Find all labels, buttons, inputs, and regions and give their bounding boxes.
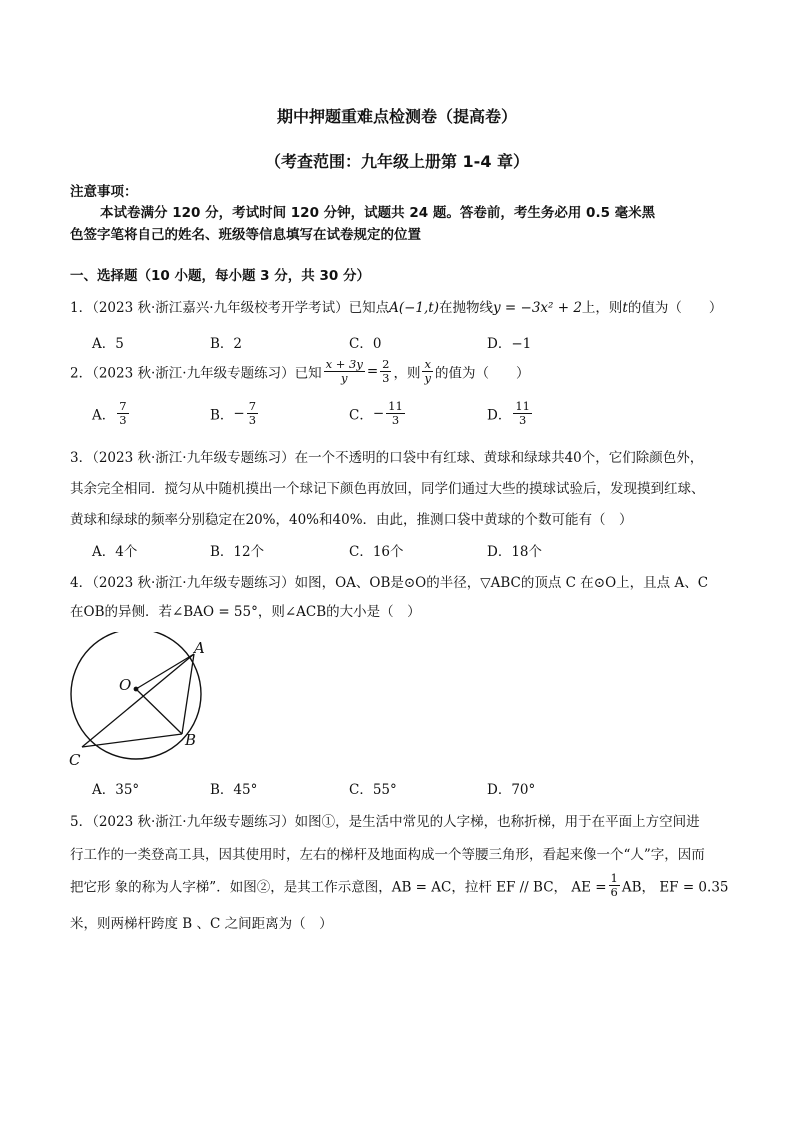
q1-formula: y = −3x² + 2 [492,300,582,316]
q2-option-c: C．− $\frac{11}{3}$ [349,399,403,427]
q2-option-d: D． $\frac{11}{3}$ [487,399,530,427]
page-title: 期中押题重难点检测卷（提高卷） [276,107,517,126]
q3-option-d: D．18个 [487,544,543,560]
q1-option-a: A．5 [92,336,124,352]
section-heading: 一、选择题（10 小题，每小题 3 分，共 30 分） [70,268,370,284]
q2-fraction-2: $\frac{2}{3}$ [382,357,390,385]
q4-option-d: D．70° [487,782,536,798]
q2-option-b: B．− $\frac{7}{3}$ [210,399,257,427]
question-3-line-1: 3．（2023 秋·浙江·九年级专题练习）在一个不透明的口袋中有红球、黄球和绿球共40个，它们除颜色外， [70,450,704,466]
question-3-line-2: 其余完全相同．搅匀从中随机摸出一个球记下颜色再放回，同学们通过大些的摸球试验后，发现摸到红球、 [70,481,705,497]
question-5-line-2: 行工作的一类登高工具，因其使用时，左右的梯杆及地面构成一个等腰三角形，看起来像一个“人”字，因而 [70,847,705,863]
notes-line-2: 色签字笔将自己的姓名、班级等信息填写在试卷规定的位置 [70,227,421,243]
q4-option-a: A．35° [92,782,140,798]
side-bc [82,734,182,747]
notes-heading: 注意事项： [70,184,138,200]
side-ab [182,654,194,734]
q2-fraction-1: $\frac{x + 3y}{y}$ [325,357,363,385]
page-subtitle: （考查范围：九年级上册第 1-4 章） [264,152,530,171]
question-3-line-3: 黄球和绿球的频率分别稳定在20%，40%和40%．由此，推测口袋中黄球的个数可能有（ ） [70,512,633,528]
label-c: C [69,751,81,769]
q1-option-b: B．2 [210,336,243,352]
question-4-line-2: 在OB的异侧．若∠BAO = 55°，则∠ACB的大小是（ ） [70,604,421,620]
q3-option-a: A．4个 [92,544,138,560]
q2-option-a: A． $\frac{7}{3}$ [92,399,127,427]
circle-diagram [60,632,220,772]
question-2-stem: 2．（2023 秋·浙江·九年级专题练习）已知 $\frac{x + 3y}{y}$ = $\frac{2}{3}$ ，则 $\frac{x}{y}$ 的值为（ ） [70,357,530,385]
question-4-line-1: 4．（2023 秋·浙江·九年级专题练习）如图，OA、OB是⊙O的半径，▽ABC的顶点 C 在⊙O上，且点 A、C [70,575,709,591]
label-o: O [119,676,132,694]
q1-option-c: C．0 [349,336,382,352]
notes-line-1: 本试卷满分 120 分，考试时间 120 分钟，试题共 24 题。答卷前，考生务必用 0.5 毫米黑 [100,205,656,221]
label-b: B [185,731,197,749]
side-ac [82,654,197,749]
q1-point: A(−1,t) [389,300,439,316]
q2-fraction-3: $\frac{x}{y}$ [424,357,431,385]
q4-option-b: B．45° [210,782,258,798]
question-5-line-1: 5．（2023 秋·浙江·九年级专题练习）如图①，是生活中常见的人字梯，也称折梯，用于在平面上方空间进 [70,814,700,830]
radius-oa [136,654,194,689]
question-5-line-3: 把它形 象的称为人字梯”．如图②，是其工作示意图，AB = AC，拉杆 EF // BC， AE = $\frac{1}{6}$ AB， EF = 0.35 [70,871,729,899]
question-5-line-4: 米，则两梯杆跨度 B 、C 之间距离为（ ） [70,916,333,932]
question-1-stem: 1．（2023 秋·浙江嘉兴·九年级校考开学考试）已知点A(−1,t)在抛物线y = −3x² + 2上，则t的值为（ ） [70,300,723,316]
q1-option-d: D．−1 [487,336,532,352]
q4-option-c: C．55° [349,782,397,798]
q3-option-b: B．12个 [210,544,265,560]
q3-option-c: C．16个 [349,544,404,560]
label-a: A [194,639,205,657]
q5-fraction: $\frac{1}{6}$ [610,871,618,899]
center-point [134,687,139,692]
